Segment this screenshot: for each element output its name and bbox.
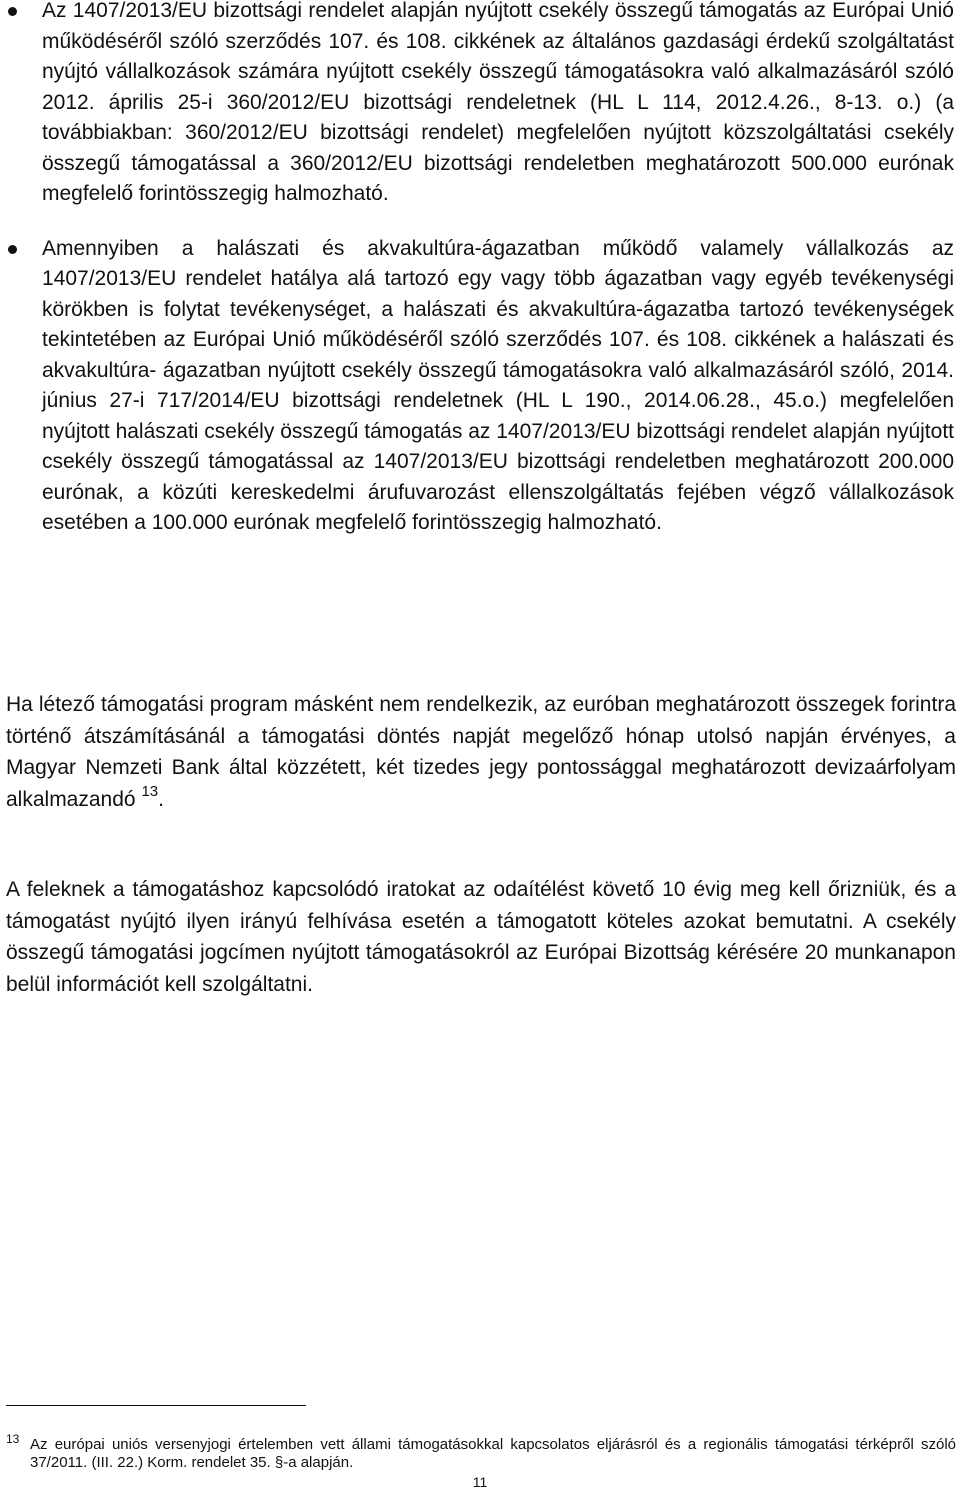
footnote-mark: 13 [6, 1432, 20, 1446]
paragraph-exchange-rate [6, 689, 956, 815]
footnote [6, 1432, 956, 1472]
bullet-item-deminimis-cumulation [0, 0, 960, 210]
page-number: 11 [472, 1474, 488, 1490]
bullet-icon [8, 7, 17, 16]
bullet-item-fisheries-cumulation [0, 234, 960, 539]
paragraph-records: A feleknek a támogatáshoz kapcsolódó iratokat az odaítélést követő 10 évig meg kell őrizniük, és a támogatást nyújtó ilyen irányú felhívása esetén a támogatott köteles azokat bemutatni. A csekély összegű támogatási jogcímen nyújtott támogatásokról az Európai Bizottság kérésére 20 munkanapon belül információt kell szolgáltatni. [6, 878, 956, 996]
footnote-divider [6, 1405, 306, 1406]
bullet-text: Amennyiben a halászati és akvakultúra-ágazatban működő valamely vállalkozás az 1407/2013/EU rendelet hatálya alá tartozó egy vagy több ágazatban vagy egyéb tevékenységi körökben is folytat tevékenységet, a halászati és akvakultúra-ágazatba tartozó tevékenységek tekintetében az Európai Unió működéséről szóló szerződés 107. és 108. cikkének a halászati és akvakultúra- ágazatban nyújtott csekély összegű támogatásokra való alkalmazásáról szóló, 2014. június 27-i 717/2014/EU bizottsági rendeletnek (HL L 190., 2014.06.28., 45.o.) megfelelően nyújtott halászati csekély összegű támogatás az 1407/2013/EU bizottsági rendelet alapján nyújtott csekély összegű támogatással az 1407/2013/EU bizottsági rendeletben meghatározott 200.000 eurónak, a közúti kereskedelmi árufuvarozást ellenszolgáltatás fejében végző vállalkozások esetében a 100.000 eurónak megfelelő forintösszegig halmozható. [42, 236, 954, 534]
footnote-reference[interactable]: 13 [141, 782, 159, 800]
bullet-icon [8, 245, 17, 254]
paragraph-text: Ha létező támogatási program másként nem rendelkezik, az euróban meghatározott összegek forintra történő átszámításánál a támogatási döntés napját megelőző hónap utolsó napján érvényes, a Magyar Nemzeti Bank által közzétett, két tizedes jegy pontossággal meghatározott devizaárfolyam alkalmazandó [6, 693, 956, 811]
bullet-list [0, 0, 960, 539]
bullet-text: Az 1407/2013/EU bizottsági rendelet alapján nyújtott csekély összegű támogatás az Európai Unió működéséről szóló szerződés 107. és 108. cikkének az általános gazdasági érdekű szolgáltatást nyújtó vállalkozások számára nyújtott csekély összegű támogatásokra való alkalmazásáról szóló 2012. április 25-i 360/2012/EU bizottsági rendeletnek (HL L 114, 2012.4.26., 8-13. o.) (a továbbiakban: 360/2012/EU bizottsági rendelet) megfelelően nyújtott közszolgáltatási csekély összegű támogatással a 360/2012/EU bizottsági rendeletben meghatározott 500.000 eurónak megfelelő forintösszegig halmozható. [42, 0, 954, 205]
footnote-text: Az európai uniós versenyjogi értelemben vett állami támogatásokkal kapcsolatos eljárásról és a regionális támogatási térképről szóló 37/2011. (III. 22.) Korm. rendelet 35. §-a alapján. [30, 1436, 956, 1471]
paragraph-end: . [158, 787, 164, 811]
